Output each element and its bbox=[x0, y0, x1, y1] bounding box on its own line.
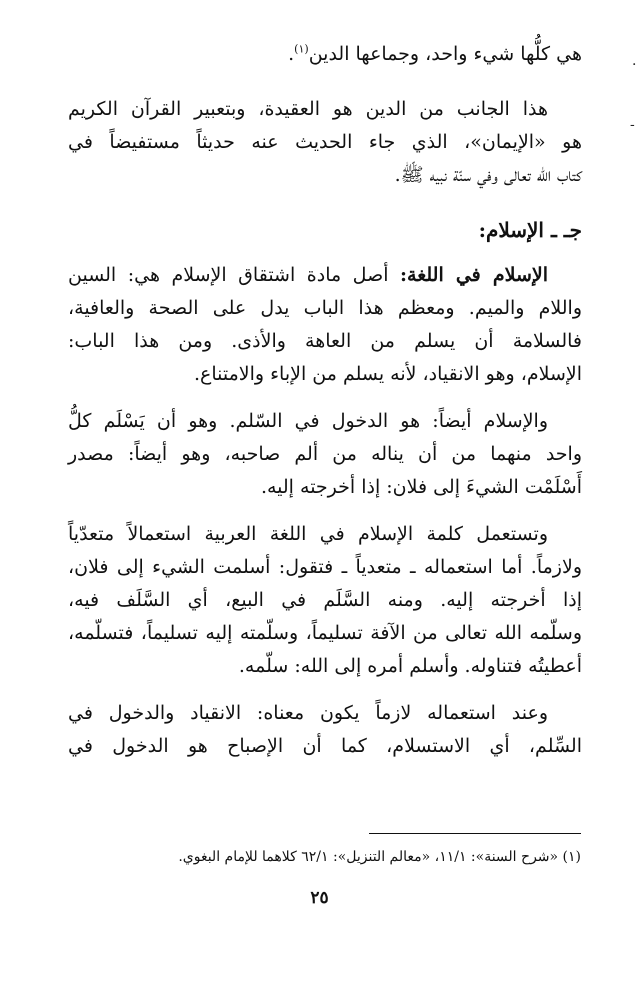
opening-tail: . bbox=[288, 43, 295, 65]
page-body bbox=[68, 38, 582, 777]
islam-usage-line-4: وسلّمه الله تعالى من الآفة تسليماً، وسلّمته إليه تسليماً، فتسلّمه، bbox=[68, 622, 582, 644]
footnote: (١) «شرح السنة»: ١١/١، «معالم التنزيل»: ٦٢/١ كلاهما للإمام البغوي. bbox=[178, 849, 581, 865]
islam-also-line-3: أَسْلَمْت الشيءَ إلى فلان: إذا أخرجته إليه. bbox=[260, 476, 582, 498]
islam-intransitive-line-1: وعند استعماله لازماً يكون معناه: الانقياد والدخول في bbox=[68, 702, 548, 724]
islam-usage-paragraph bbox=[68, 518, 582, 683]
aqidah-line-2: هو «الإيمان»، الذي جاء الحديث عنه حديثاً مستفيضاً في bbox=[68, 131, 582, 153]
islam-language-lead: الإسلام في اللغة: bbox=[400, 264, 548, 286]
margin-dot-mark: · bbox=[632, 57, 637, 73]
islam-usage-line-2: ولازماً. أما استعماله ـ متعدياً ـ فتقول: أسلمت الشيء إلى فلان، bbox=[68, 556, 582, 578]
islam-usage-line-1: وتستعمل كلمة الإسلام في اللغة العربية استعمالاً متعدّياً bbox=[68, 523, 548, 545]
islam-language-paragraph bbox=[68, 259, 582, 391]
opening-paragraph bbox=[68, 38, 582, 71]
islam-intransitive-line-2: السِّلم، أي الاستسلام، كما أن الإصباح هو الدخول في bbox=[68, 735, 582, 757]
islam-usage-line-3: إذا أخرجته إليه. ومنه السَّلَم في البيع، أي السَّلَف فيه، bbox=[68, 589, 582, 611]
footnote-marker[interactable]: (١) bbox=[294, 42, 309, 56]
aqidah-paragraph bbox=[68, 93, 582, 192]
margin-dash-mark: - bbox=[630, 117, 635, 133]
islam-language-line-1-rest: أصل مادة اشتقاق الإسلام هي: السين bbox=[68, 264, 401, 286]
islam-language-line-2: واللام والميم. ومعظم هذا الباب يدل على الصحة والعافية، bbox=[68, 297, 582, 319]
section-heading: جـ ـ الإسلام: bbox=[478, 218, 582, 242]
islam-language-line-4: الإسلام، وهو الانقياد، لأنه يسلم من الإباء والامتناع. bbox=[193, 363, 582, 385]
aqidah-line-1: هذا الجانب من الدين هو العقيدة، وبتعبير القرآن الكريم bbox=[68, 98, 548, 120]
opening-text: هي كلُّها شيء واحد، وجماعها الدين bbox=[308, 43, 582, 65]
islam-also-line-1: والإسلام أيضاً: هو الدخول في السّلم. وهو أن يَسْلَم كلُّ bbox=[68, 410, 548, 432]
islam-also-line-2: واحد منهما من أن يناله من ألم صاحبه، وهو أيضاً: مصدر bbox=[68, 443, 582, 465]
page-number: ٢٥ bbox=[310, 888, 329, 908]
aqidah-line-3: كتاب الله تعالى وفي سنّة نبيه ﷺ. bbox=[394, 164, 582, 186]
opening-line bbox=[68, 38, 582, 71]
islam-also-paragraph bbox=[68, 405, 582, 504]
islam-usage-line-5: أعطيتُه فتناوله. وأسلم أمره إلى الله: سلّمه. bbox=[238, 655, 582, 677]
islam-language-line-3: فالسلامة أن يسلم من العاهة والأذى. ومن هذا الباب: bbox=[68, 330, 582, 352]
footnote-separator bbox=[369, 833, 581, 834]
islam-intransitive-paragraph bbox=[68, 697, 582, 763]
islam-language-line-1 bbox=[68, 259, 582, 292]
